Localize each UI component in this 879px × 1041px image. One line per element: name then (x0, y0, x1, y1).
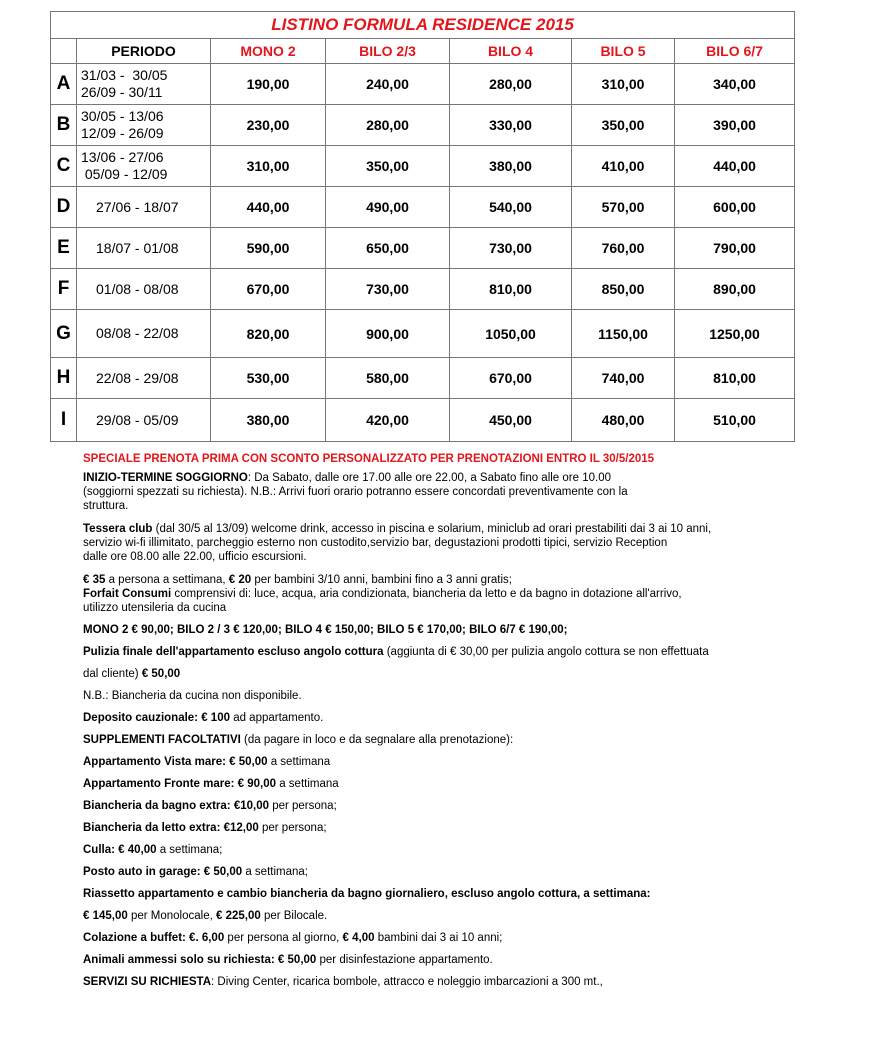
table-row (51, 187, 795, 228)
supplements-text: (da pagare in loco e da segnalare alla prenotazione): (240, 734, 514, 746)
price-cell: 1250,00 (675, 310, 795, 358)
period-cell (77, 146, 211, 187)
column-header: BILO 6/7 (675, 39, 795, 64)
checkin-text: : Da Sabato, dalle ore 17.00 alle ore 22.00, a Sabato fino alle ore 10.00 (247, 472, 611, 484)
column-header: BILO 4 (450, 39, 572, 64)
period-line: 31/03 - 30/05 (81, 67, 168, 83)
period-line: 08/08 - 22/08 (96, 325, 179, 341)
row-letter: H (51, 358, 77, 399)
breakfast-text-2: bambini dai 3 ai 10 anni; (374, 932, 503, 944)
price-cell: 900,00 (326, 310, 450, 358)
table-row (51, 146, 795, 187)
period-cell (77, 399, 211, 442)
services-text: : Diving Center, ricarica bombole, attracco e noleggio imbarcazioni a 300 mt., (211, 976, 603, 988)
period-cell (77, 310, 211, 358)
price-cell: 340,00 (675, 64, 795, 105)
price-cell: 730,00 (326, 269, 450, 310)
price-cell: 820,00 (211, 310, 326, 358)
price-cell: 590,00 (211, 228, 326, 269)
period-line: 27/06 - 18/07 (96, 198, 179, 215)
club-text: (dal 30/5 al 13/09) welcome drink, accesso in piscina e solarium, miniclub ad orari prestabiliti dai 3 ai 10 anni, (152, 523, 712, 535)
price-cell: 670,00 (211, 269, 326, 310)
seaview-text: a settimana (267, 756, 331, 768)
daily-text-bilo: per Bilocale. (260, 910, 328, 922)
title-row (51, 12, 795, 39)
corner-cell (51, 39, 77, 64)
breakfast-text: per persona al giorno, (224, 932, 343, 944)
cleaning-label: Pulizia finale dell'appartamento escluso angolo cottura (83, 646, 384, 658)
club-price-child: € 20 (228, 574, 252, 586)
bed-linen-text: per persona; (258, 822, 327, 834)
breakfast-label: Colazione a buffet: €. 6,00 (83, 932, 225, 944)
row-letter: I (51, 399, 77, 442)
seafront-line (83, 777, 863, 791)
seaview-label: Appartamento Vista mare: € 50,00 (83, 756, 268, 768)
price-cell: 650,00 (326, 228, 450, 269)
daily-cleaning-prices (83, 909, 863, 923)
period-line: 12/09 - 26/09 (81, 125, 164, 141)
breakfast-child-price: € 4,00 (342, 932, 375, 944)
table-row (51, 310, 795, 358)
period-line: 26/09 - 30/11 (81, 84, 163, 100)
row-letter: A (51, 64, 77, 105)
period-header: PERIODO (77, 39, 211, 64)
price-cell: 330,00 (450, 105, 572, 146)
price-cell: 390,00 (675, 105, 795, 146)
price-cell: 1050,00 (450, 310, 572, 358)
pets-label: Animali ammessi solo su richiesta: € 50,00 (83, 954, 317, 966)
column-header: BILO 2/3 (326, 39, 450, 64)
price-cell: 810,00 (450, 269, 572, 310)
price-cell: 310,00 (211, 146, 326, 187)
cleaning-price: € 50,00 (141, 668, 181, 680)
supplements-line (83, 733, 863, 747)
price-cell: 510,00 (675, 399, 795, 442)
price-cell: 420,00 (326, 399, 450, 442)
cot-text: a settimana; (156, 844, 223, 856)
period-cell (77, 228, 211, 269)
price-cell: 350,00 (326, 146, 450, 187)
table-row (51, 269, 795, 310)
column-header: MONO 2 (211, 39, 326, 64)
price-cell: 1150,00 (572, 310, 675, 358)
price-cell: 730,00 (450, 228, 572, 269)
price-cell: 810,00 (675, 358, 795, 399)
row-letter: E (51, 228, 77, 269)
services-line (83, 975, 863, 989)
club-price-line (83, 573, 863, 587)
deposit-label: Deposito cauzionale: € 100 (83, 712, 230, 724)
period-line: 18/07 - 01/08 (96, 239, 179, 256)
checkin-label: INIZIO-TERMINE SOGGIORNO (83, 472, 248, 484)
deposit-text: ad appartamento. (230, 712, 324, 724)
club-paragraph (83, 522, 863, 536)
daily-price-mono: € 145,00 (83, 910, 128, 922)
period-cell (77, 358, 211, 399)
period-cell (77, 269, 211, 310)
cleaning-paragraph (83, 645, 863, 659)
price-cell: 280,00 (326, 105, 450, 146)
club-line-2: servizio wi-fi illimitato, parcheggio esterno non custodito,servizio bar, degustazioni prodotti tipici, servizio Reception (83, 537, 668, 549)
price-cell: 380,00 (211, 399, 326, 442)
price-cell: 410,00 (572, 146, 675, 187)
seafront-text: a settimana (276, 778, 339, 790)
price-cell: 380,00 (450, 146, 572, 187)
row-letter: G (51, 310, 77, 358)
daily-text-mono: per Monolocale, (127, 910, 216, 922)
price-cell: 450,00 (450, 399, 572, 442)
row-letter: B (51, 105, 77, 146)
bed-linen-line (83, 821, 863, 835)
forfait-line-2: utilizzo utensileria da cucina (83, 602, 227, 614)
bath-linen-text: per persona; (269, 800, 337, 812)
price-cell: 540,00 (450, 187, 572, 228)
garage-label: Posto auto in garage: € 50,00 (83, 866, 243, 878)
garage-line (83, 865, 863, 879)
services-label: SERVIZI SU RICHIESTA (83, 976, 212, 988)
price-cell: 790,00 (675, 228, 795, 269)
seaview-line (83, 755, 863, 769)
club-line-3: dalle ore 08.00 alle 22.00, ufficio escursioni. (83, 551, 307, 563)
price-cell: 240,00 (326, 64, 450, 105)
price-cell: 490,00 (326, 187, 450, 228)
period-line: 22/08 - 29/08 (96, 369, 179, 386)
cot-line (83, 843, 863, 857)
table-row (51, 358, 795, 399)
checkin-line-3: struttura. (83, 500, 129, 512)
forfait-label: Forfait Consumi (83, 588, 172, 600)
club-price-text: a persona a settimana, (105, 574, 229, 586)
price-cell: 280,00 (450, 64, 572, 105)
notes-section (83, 452, 863, 989)
row-letter: D (51, 187, 77, 228)
period-cell (77, 187, 211, 228)
deposit-line (83, 711, 863, 725)
price-cell: 310,00 (572, 64, 675, 105)
daily-cleaning-line (83, 887, 863, 901)
forfait-paragraph (83, 587, 863, 601)
special-offer-line: SPECIALE PRENOTA PRIMA CON SCONTO PERSONALIZZATO PER PRENOTAZIONI ENTRO IL 30/5/2015 (83, 453, 655, 465)
table-title: LISTINO FORMULA RESIDENCE 2015 (51, 12, 795, 39)
cleaning-text: (aggiunta di € 30,00 per pulizia angolo cottura se non effettuata (383, 646, 709, 658)
price-cell: 760,00 (572, 228, 675, 269)
price-cell: 670,00 (450, 358, 572, 399)
period-line: 30/05 - 13/06 (81, 108, 164, 124)
price-cell: 850,00 (572, 269, 675, 310)
forfait-text: comprensivi di: luce, acqua, aria condizionata, biancheria da letto e da bagno in dotazione all'arrivo, (171, 588, 682, 600)
pets-line (83, 953, 863, 967)
period-line: 05/09 - 12/09 (81, 166, 168, 182)
club-price-text-2: per bambini 3/10 anni, bambini fino a 3 anni gratis; (251, 574, 512, 586)
price-cell: 600,00 (675, 187, 795, 228)
kitchen-note: N.B.: Biancheria da cucina non disponibile. (83, 690, 302, 702)
period-line: 01/08 - 08/08 (96, 280, 179, 297)
period-cell (77, 64, 211, 105)
column-header: BILO 5 (572, 39, 675, 64)
bed-linen-label: Biancheria da letto extra: €12,00 (83, 822, 259, 834)
forfait-prices (83, 623, 863, 637)
price-cell: 480,00 (572, 399, 675, 442)
cleaning-text-2: dal cliente) (83, 668, 142, 680)
price-cell: 440,00 (211, 187, 326, 228)
cleaning-line-2 (83, 667, 863, 681)
checkin-paragraph (83, 471, 863, 485)
price-cell: 570,00 (572, 187, 675, 228)
table-row (51, 228, 795, 269)
price-cell: 230,00 (211, 105, 326, 146)
cot-label: Culla: € 40,00 (83, 844, 157, 856)
row-letter: F (51, 269, 77, 310)
bath-linen-label: Biancheria da bagno extra: €10,00 (83, 800, 269, 812)
period-line: 13/06 - 27/06 (81, 149, 164, 165)
seafront-label: Appartamento Fronte mare: € 90,00 (83, 778, 277, 790)
bath-linen-line (83, 799, 863, 813)
period-cell (77, 105, 211, 146)
price-cell: 740,00 (572, 358, 675, 399)
price-cell: 350,00 (572, 105, 675, 146)
header-row (51, 39, 795, 64)
table-row (51, 105, 795, 146)
row-letter: C (51, 146, 77, 187)
table-row (51, 399, 795, 442)
forfait-prices-text: MONO 2 € 90,00; BILO 2 / 3 € 120,00; BILO 4 € 150,00; BILO 5 € 170,00; BILO 6/7 € 190,00; (83, 624, 568, 636)
price-cell: 580,00 (326, 358, 450, 399)
table-row (51, 64, 795, 105)
price-cell: 440,00 (675, 146, 795, 187)
club-price-adult: € 35 (83, 574, 106, 586)
price-cell: 190,00 (211, 64, 326, 105)
breakfast-line (83, 931, 863, 945)
period-line: 29/08 - 05/09 (96, 411, 179, 428)
daily-cleaning-label: Riassetto appartamento e cambio biancheria da bagno giornaliero, escluso angolo cottura, a settimana: (83, 888, 651, 900)
checkin-line-2: (soggiorni spezzati su richiesta). N.B.: Arrivi fuori orario potranno essere concordati preventivamente con la (83, 486, 628, 498)
price-cell: 890,00 (675, 269, 795, 310)
pets-text: per disinfestazione appartamento. (316, 954, 493, 966)
club-label: Tessera club (83, 523, 153, 535)
garage-text: a settimana; (242, 866, 308, 878)
price-list-table (50, 11, 795, 442)
supplements-label: SUPPLEMENTI FACOLTATIVI (83, 734, 241, 746)
daily-price-bilo: € 225,00 (215, 910, 261, 922)
price-cell: 530,00 (211, 358, 326, 399)
